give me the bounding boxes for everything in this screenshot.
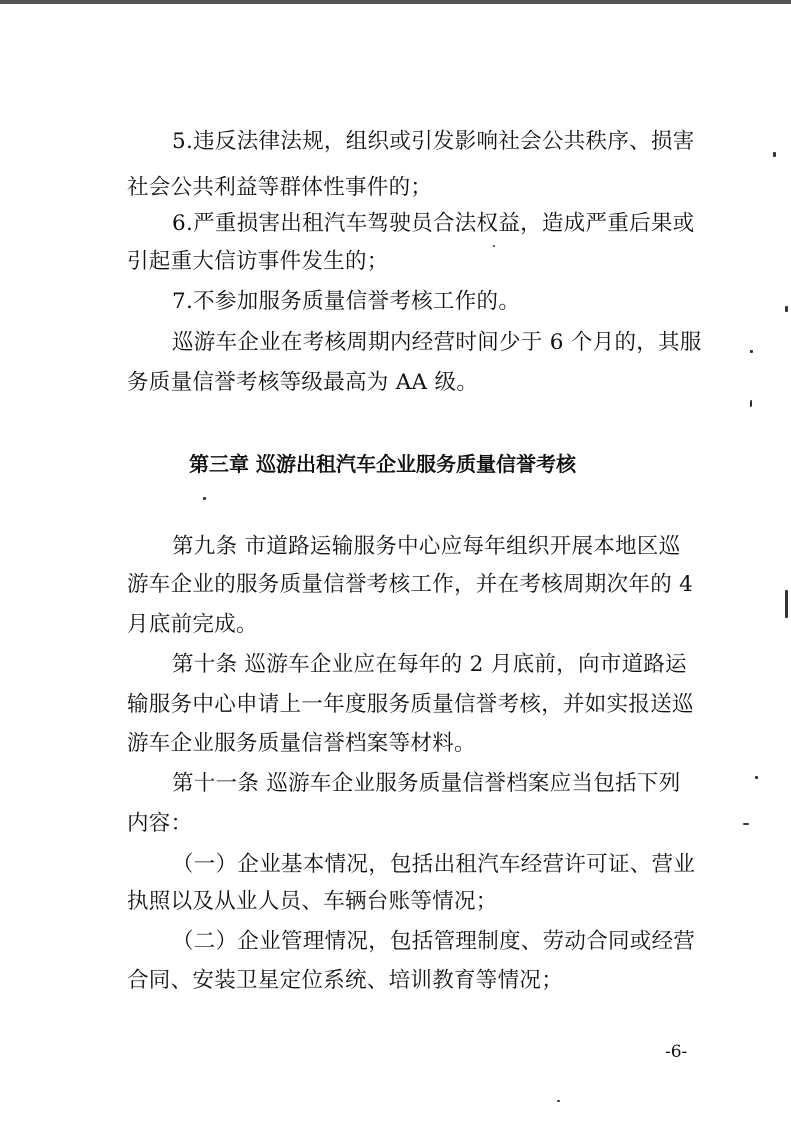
item7-line1: 7.不参加服务质量信誉考核工作的。 bbox=[172, 289, 521, 314]
scan-speck bbox=[750, 350, 753, 353]
clause1-line2: 执照以及从业人员、车辆台账等情况； bbox=[127, 889, 498, 914]
scan-speck bbox=[785, 590, 788, 618]
article11-line2: 内容： bbox=[127, 811, 193, 836]
clause2-line1: （二）企业管理情况，包括管理制度、劳动合同或经营 bbox=[172, 929, 696, 954]
scan-speck bbox=[773, 152, 776, 157]
scan-speck bbox=[203, 497, 206, 500]
item6-line2: 引起重大信访事件发生的； bbox=[127, 249, 389, 274]
scan-speck bbox=[743, 823, 749, 825]
article9-line3: 月底前完成。 bbox=[127, 612, 258, 637]
scan-speck bbox=[785, 306, 788, 312]
item5-line1: 5.违反法律法规，组织或引发影响社会公共秩序、损害 bbox=[172, 129, 695, 154]
article11-line1: 第十一条 巡游车企业服务质量信誉档案应当包括下列 bbox=[172, 771, 681, 796]
article9-line2: 游车企业的服务质量信誉考核工作，并在考核周期次年的 4 bbox=[127, 572, 694, 597]
clause1-line1: （一）企业基本情况，包括出租汽车经营许可证、营业 bbox=[172, 852, 696, 877]
scan-speck bbox=[557, 1100, 560, 1102]
article10-line2: 输服务中心申请上一年度服务质量信誉考核，并如实报送巡 bbox=[127, 692, 694, 717]
page-number: -6- bbox=[665, 1042, 688, 1062]
scan-speck bbox=[750, 400, 752, 407]
chapter-title: 第三章 巡游出租汽车企业服务质量信誉考核 bbox=[189, 452, 576, 476]
top-border bbox=[0, 0, 791, 4]
article9-line1: 第九条 市道路运输服务中心应每年组织开展本地区巡 bbox=[172, 534, 681, 559]
clause2-line2: 合同、安装卫星定位系统、培训教育等情况； bbox=[127, 968, 564, 993]
scan-speck bbox=[755, 776, 758, 779]
scan-speck bbox=[493, 245, 495, 247]
note-line2: 务质量信誉考核等级最高为 AA 级。 bbox=[127, 370, 479, 395]
note-line1: 巡游车企业在考核周期内经营时间少于 6 个月的，其服 bbox=[172, 330, 702, 355]
item5-line2: 社会公共利益等群体性事件的； bbox=[127, 175, 433, 200]
article10-line1: 第十条 巡游车企业应在每年的 2 月底前，向市道路运 bbox=[172, 652, 687, 677]
item6-line1: 6.严重损害出租汽车驾驶员合法权益，造成严重后果或 bbox=[172, 211, 695, 236]
article10-line3: 游车企业服务质量信誉档案等材料。 bbox=[127, 731, 476, 756]
